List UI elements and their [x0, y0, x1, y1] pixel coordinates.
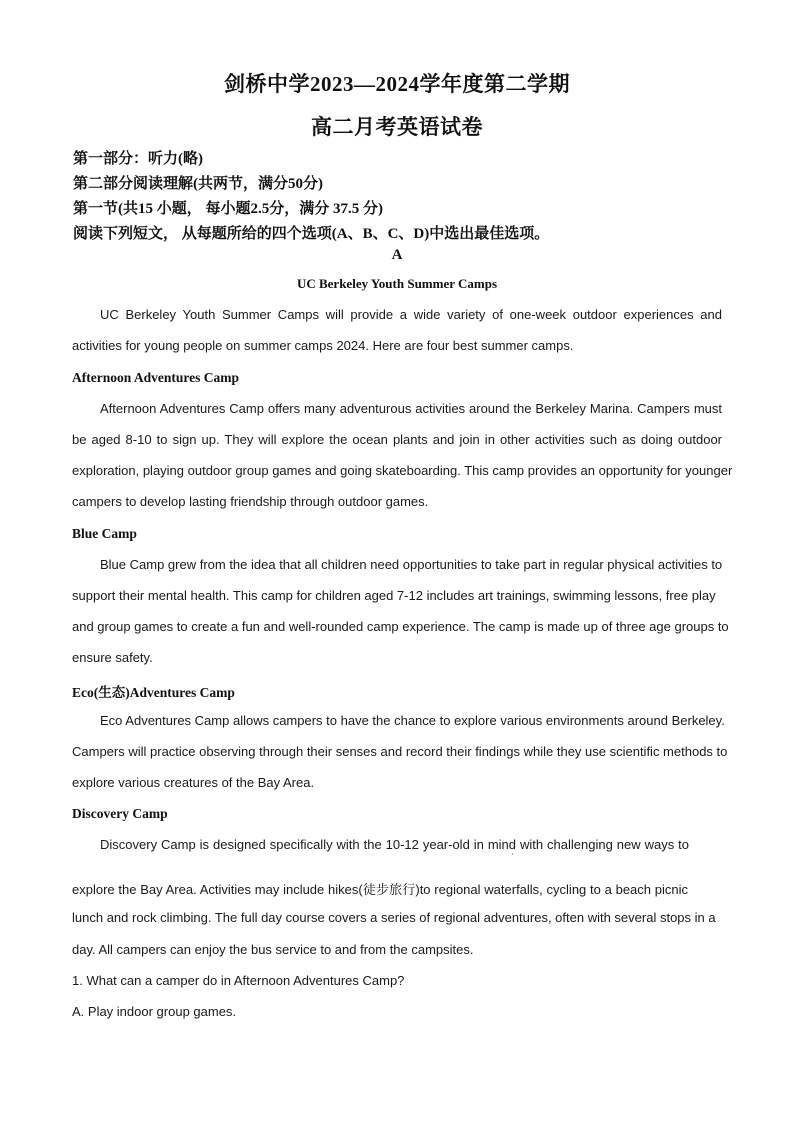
camp-text-line: be aged 8-10 to sign up. They will explore the ocean plants and join in other activities such as doing outdoor: [72, 432, 722, 447]
question-option: A. Play indoor group games.: [72, 1004, 237, 1019]
exam-title-school-term: 剑桥中学2023—2024学年度第二学期: [224, 72, 570, 96]
camp-text-line: Discovery Camp is designed specifically with the 10-12 year-old in mind with challenging new ways to: [100, 837, 689, 852]
camp-heading-blue: Blue Camp: [72, 526, 137, 541]
camp-text-line: explore various creatures of the Bay Area.: [72, 775, 315, 790]
exam-title-subject: 高二月考英语试卷: [311, 115, 483, 139]
part-one-heading: 第一部分：听力(略): [73, 151, 203, 167]
camp-text-line: Afternoon Adventures Camp offers many adventurous activities around the Berkeley Marina. Campers must: [100, 401, 722, 416]
stray-mark: ': [512, 852, 514, 861]
camp-text-line: campers to develop lasting friendship through outdoor games.: [72, 494, 429, 509]
camp-text-line: Eco Adventures Camp allows campers to have the chance to explore various environments around Berkeley.: [100, 713, 725, 728]
passage-label: A: [391, 247, 403, 263]
camp-text-line: exploration, playing outdoor group games and going skateboarding. This camp provides an opportunity for younger: [72, 463, 733, 478]
camp-text-line: support their mental health. This camp for children aged 7-12 includes art trainings, swimming lessons, free play: [72, 588, 716, 603]
part-two-heading: 第二部分阅读理解(共两节，满分50分): [73, 176, 323, 192]
question-stem: 1. What can a camper do in Afternoon Adventures Camp?: [72, 973, 405, 988]
camp-text-line: Blue Camp grew from the idea that all children need opportunities to take part in regular physical activities to: [100, 557, 723, 572]
reading-instruction: 阅读下列短文， 从每题所给的四个选项(A、B、C、D)中选出最佳选项。: [73, 226, 550, 242]
camp-text-line: explore the Bay Area. Activities may include hikes(徒步旅行)to regional waterfalls, cycling to a beach picnic: [72, 882, 688, 897]
intro-line: UC Berkeley Youth Summer Camps will provide a wide variety of one-week outdoor experiences and: [100, 307, 722, 322]
camp-text-line: ensure safety.: [72, 650, 153, 665]
camp-heading-afternoon-adventures: Afternoon Adventures Camp: [72, 370, 240, 385]
camp-heading-eco-adventures: Eco(生态)Adventures Camp: [72, 685, 235, 700]
camp-heading-discovery: Discovery Camp: [72, 806, 168, 821]
intro-line: activities for young people on summer camps 2024. Here are four best summer camps.: [72, 338, 574, 353]
camp-text-line: lunch and rock climbing. The full day course covers a series of regional adventures, often with several stops in a: [72, 910, 716, 925]
camp-text-line: and group games to create a fun and well-rounded camp experience. The camp is made up of three age groups to: [72, 619, 729, 634]
passage-title: UC Berkeley Youth Summer Camps: [296, 276, 498, 291]
section-one-heading: 第一节(共15 小题， 每小题2.5分，满分 37.5 分): [73, 201, 383, 217]
camp-text-line: day. All campers can enjoy the bus service to and from the campsites.: [72, 942, 474, 957]
camp-text-line: Campers will practice observing through their senses and record their findings while they use scientific methods to: [72, 744, 728, 759]
